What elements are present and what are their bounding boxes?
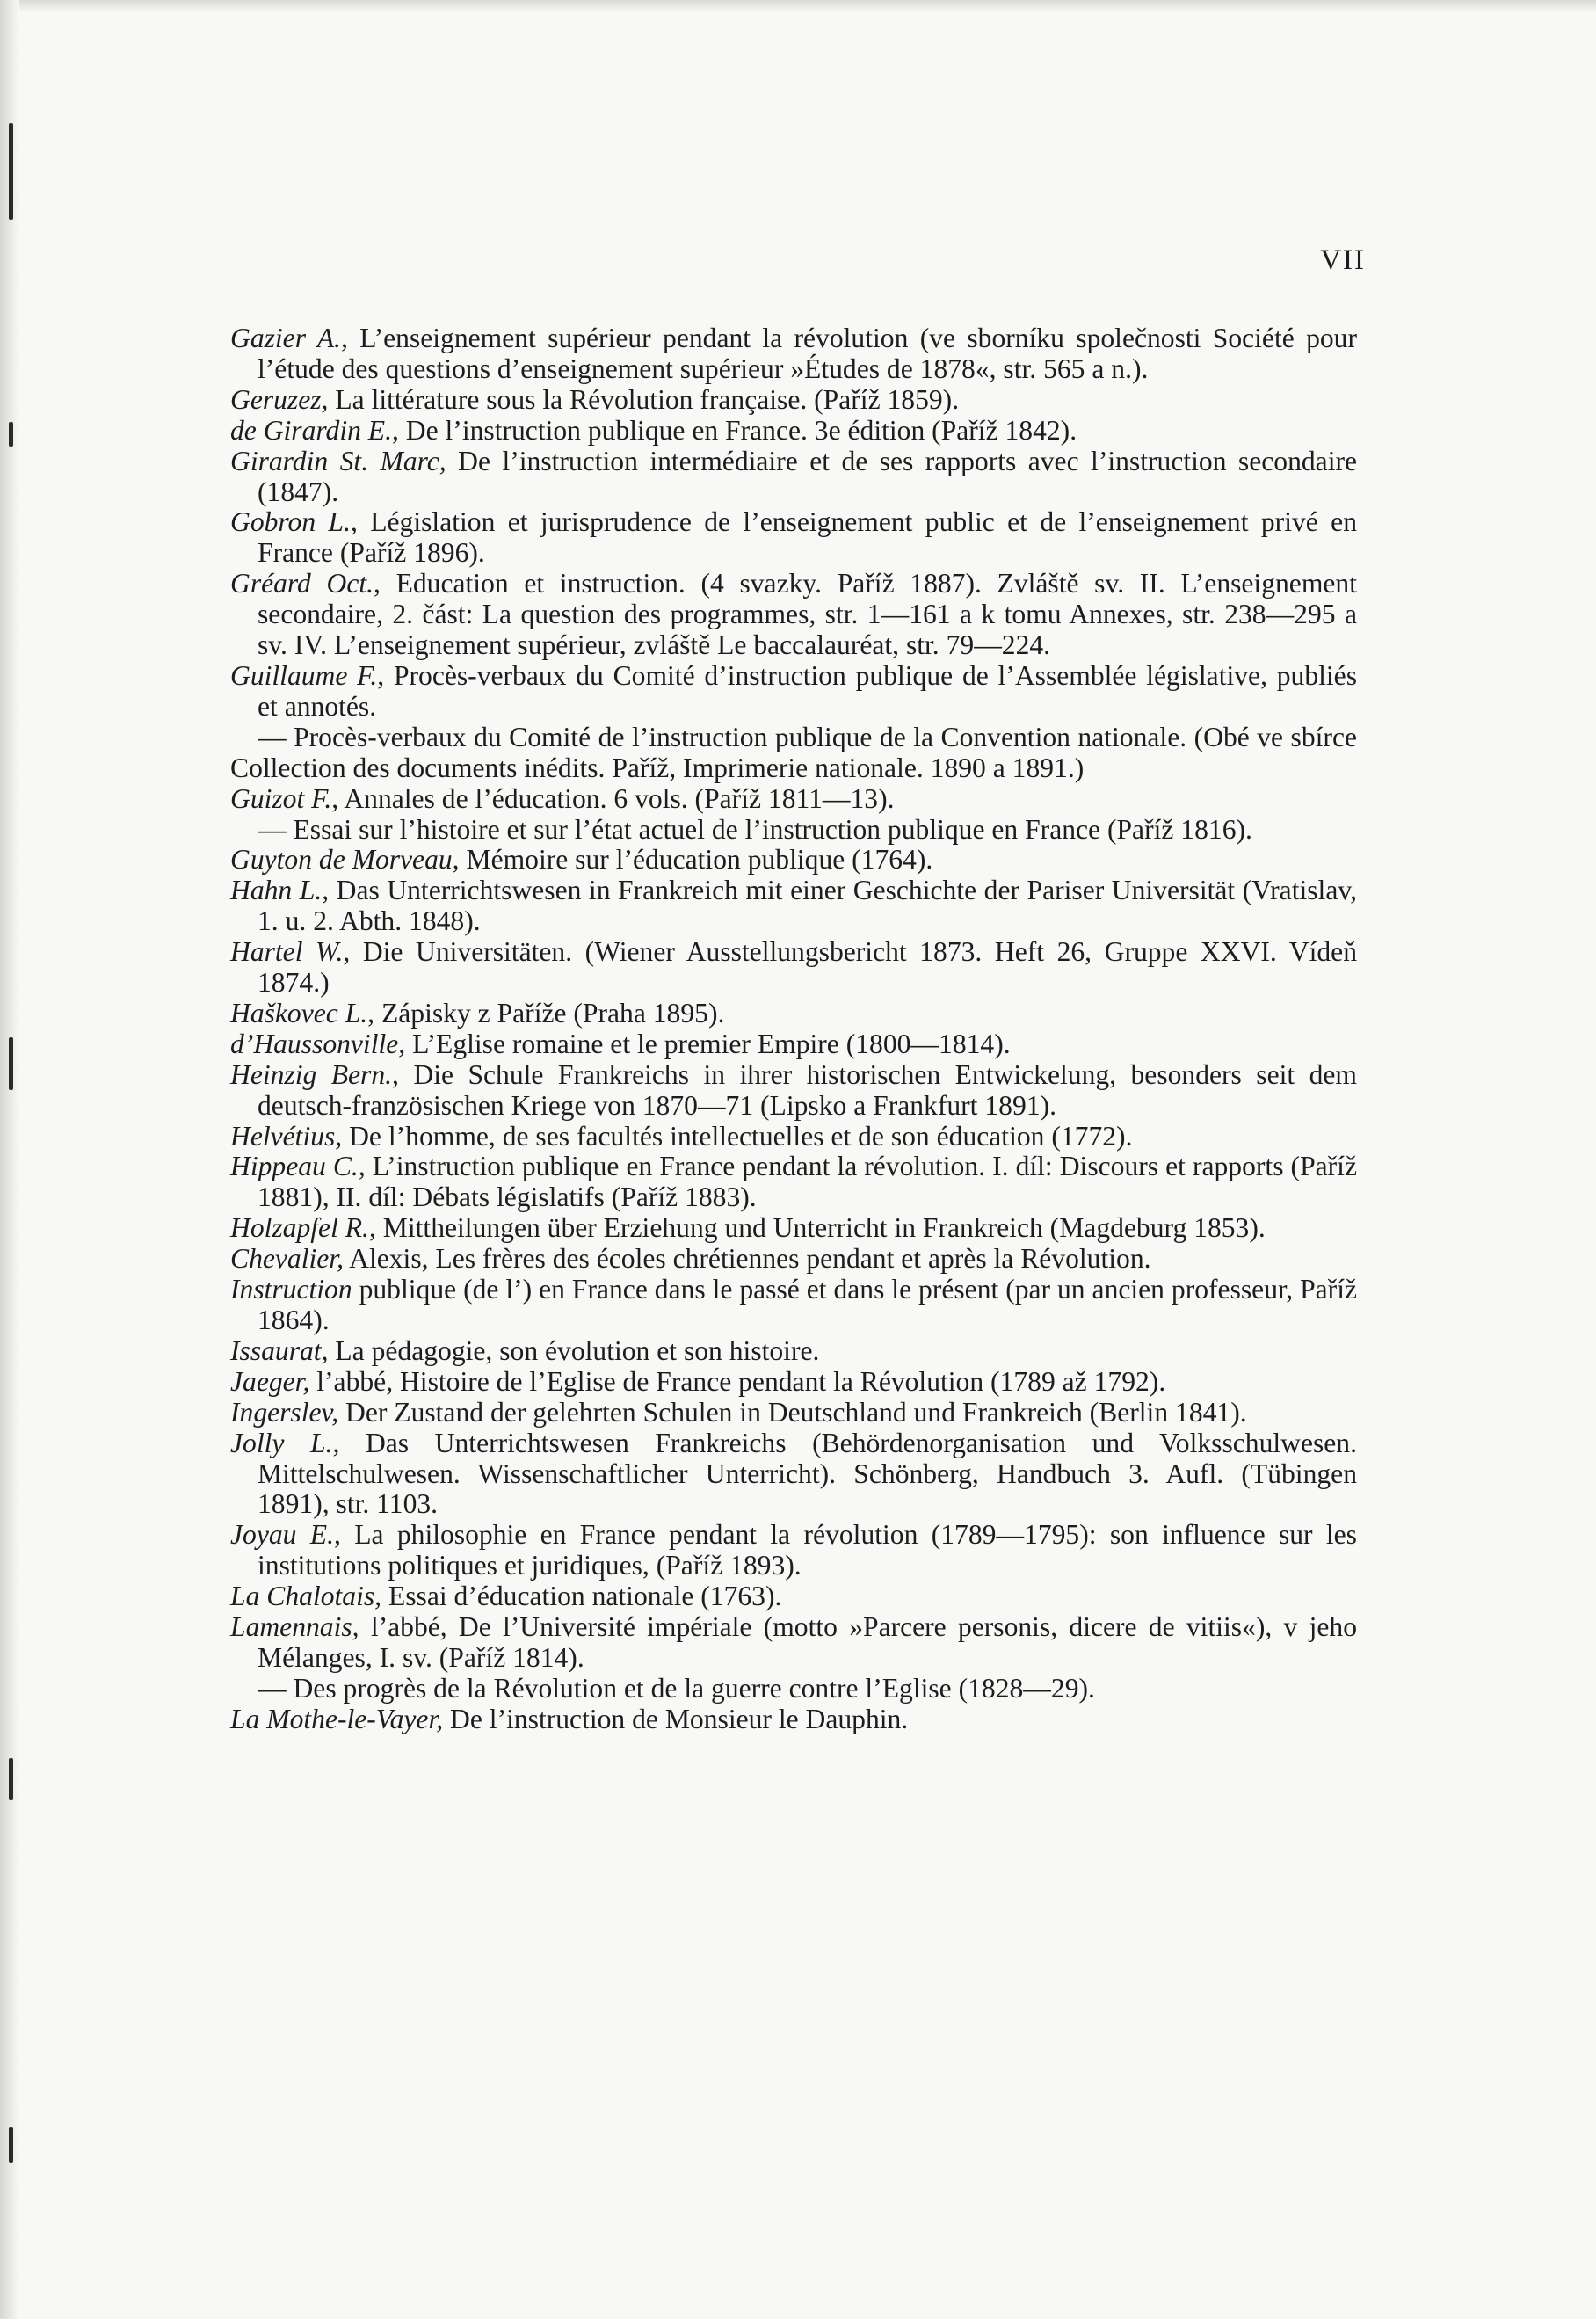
binding-mark <box>9 123 13 220</box>
entry-text: De l’homme, de ses facultés intellectuelles et de son éducation (1772). <box>342 1120 1133 1152</box>
bibliography-entry <box>230 1122 1357 1152</box>
entry-author: de Girardin E. <box>230 414 392 446</box>
entry-text: Essai d’éducation nationale (1763). <box>381 1581 782 1612</box>
entry-author: Chevalier, <box>230 1243 344 1275</box>
entry-author: Holzapfel R. <box>230 1212 369 1244</box>
bibliography-entry <box>230 1336 1357 1367</box>
entry-text: — Des progrès de la Révolution et de la guerre contre l’Eglise (1828—29). <box>258 1672 1095 1704</box>
entry-author: Geruzez, <box>230 383 329 415</box>
bibliography-entry-continuation <box>230 815 1357 846</box>
entry-author: Issaurat, <box>230 1334 329 1366</box>
entry-text: , Annales de l’éducation. 6 vols. (Paříž 1811—13). <box>331 782 895 814</box>
entry-author: Guillaume F. <box>230 659 378 691</box>
entry-text: — Procès-verbaux du Comité de l’instruction publique de la Convention nationale. (Obé ve sbírce Collection des documents inédits. Paříž, Imprimerie nationale. 1890 a 1891.) <box>230 721 1357 783</box>
entry-author: Helvétius, <box>230 1120 343 1152</box>
entry-text: De l’instruction intermédiaire et de ses rapports avec l’instruction secondaire (1847). <box>258 445 1358 507</box>
bibliography-entry <box>230 999 1357 1029</box>
entry-author: Hartel W. <box>230 936 344 968</box>
bibliography-entry <box>230 569 1357 661</box>
bibliography-entry <box>230 937 1357 999</box>
entry-author: La Mothe-le-Vayer, <box>230 1703 444 1734</box>
entry-author: Ingerslev, <box>230 1396 339 1428</box>
entry-text: l’abbé, De l’Université impériale (motto »Parcere personis, dicere de vitiis«), v jeho Mélanges, I. sv. (Paříž 1814). <box>258 1611 1357 1673</box>
entry-author: Guyton de Morveau, <box>230 844 460 876</box>
bibliography-entry <box>230 507 1357 569</box>
bibliography-entry <box>230 1398 1357 1428</box>
entry-author: Hahn L. <box>230 875 323 906</box>
binding-mark <box>9 2127 13 2163</box>
entry-author: La Chalotais, <box>230 1581 382 1612</box>
entry-author: Jolly L. <box>230 1427 333 1458</box>
entry-author: Girardin St. Marc, <box>230 445 446 476</box>
binding-mark <box>9 1758 13 1800</box>
bibliography-entry <box>230 447 1357 508</box>
entry-text: , L’instruction publique en France pendant la révolution. I. díl: Discours et rapports (Paříž 1881), II. díl: Débats législatifs (Paříž 1883). <box>258 1151 1357 1213</box>
page-number: VII <box>1320 244 1366 276</box>
bibliography-entry <box>230 661 1357 723</box>
bibliography-entry <box>230 876 1357 937</box>
entry-author: Instruction <box>230 1274 352 1305</box>
entry-text: , Zápisky z Paříže (Praha 1895). <box>367 997 725 1029</box>
entry-text: , De l’instruction publique en France. 3e édition (Paříž 1842). <box>392 414 1077 446</box>
bibliography-entry <box>230 1705 1357 1735</box>
entry-text: Alexis, Les frères des écoles chrétiennes pendant et après la Révolution. <box>343 1243 1151 1275</box>
entry-author: Guizot F. <box>230 782 332 814</box>
entry-author: Hippeau C. <box>230 1151 359 1182</box>
bibliography-entry <box>230 416 1357 447</box>
entry-text: Der Zustand der gelehrten Schulen in Deutschland und Frankreich (Berlin 1841). <box>338 1396 1247 1428</box>
entry-text: , Das Unterrichtswesen Frankreichs (Behördenorganisation und Volksschulwesen. Mittelschulwesen. Wissenschaftlicher Unterricht). Schönberg, Handbuch 3. Aufl. (Tübingen 1891), str. 1103. <box>258 1427 1357 1520</box>
bibliography-entry <box>230 1581 1357 1612</box>
entry-author: d’Haussonville, <box>230 1028 406 1059</box>
entry-text: publique (de l’) en France dans le passé et dans le présent (par un ancien professeur, Paříž 1864). <box>258 1274 1357 1335</box>
bibliography-entry <box>230 385 1357 416</box>
bibliography-entry <box>230 784 1357 815</box>
entry-text: De l’instruction de Monsieur le Dauphin. <box>443 1703 909 1734</box>
bibliography-entry <box>230 1152 1357 1213</box>
bibliography-entry-continuation <box>230 1674 1357 1705</box>
entry-author: Lamennais, <box>230 1611 359 1643</box>
bibliography-entry <box>230 1060 1357 1122</box>
bibliography-entry <box>230 1612 1357 1674</box>
entry-text: Mémoire sur l’éducation publique (1764). <box>459 844 933 876</box>
entry-author: Gazier A. <box>230 323 341 353</box>
entry-author: Heinzig Bern. <box>230 1058 393 1090</box>
bibliography-entry <box>230 1520 1357 1581</box>
entry-text: , Education et instruction. (4 svazky. Paříž 1887). Zvláště sv. II. L’enseignement secondaire, 2. část: La question des programmes, str. 1—161 a k tomu Annexes, str. 238—295 a sv. IV. L’enseignement supérieur, zvláště Le baccalauréat, str. 79—224. <box>258 568 1357 661</box>
entry-text: , La philosophie en France pendant la révolution (1789—1795): son influence sur les institutions politiques et juridiques, (Paříž 1893). <box>258 1519 1357 1581</box>
page-top-edge <box>0 0 1596 12</box>
binding-mark <box>9 422 13 447</box>
entry-text: , Législation et jurisprudence de l’enseignement public et de l’enseignement privé en France (Paříž 1896). <box>258 506 1357 569</box>
entry-text: , Procès-verbaux du Comité d’instruction publique de l’Assemblée législative, publiés et annotés. <box>258 659 1358 722</box>
entry-text: La pédagogie, son évolution et son histoire. <box>328 1334 820 1366</box>
entry-author: Gobron L. <box>230 506 351 538</box>
bibliography-list <box>230 323 1357 1735</box>
bibliography-entry <box>230 323 1357 385</box>
bibliography-entry <box>230 845 1357 876</box>
entry-author: Jaeger, <box>230 1365 310 1397</box>
bibliography-entry <box>230 1275 1357 1336</box>
entry-author: Joyau E. <box>230 1519 334 1551</box>
entry-text: l’abbé, Histoire de l’Eglise de France pendant la Révolution (1789 až 1792). <box>309 1365 1166 1397</box>
entry-text: , Mittheilungen über Erziehung und Unterricht in Frankreich (Magdeburg 1853). <box>368 1212 1266 1244</box>
entry-text: , L’enseignement supérieur pendant la révolution (ve sborníku společnosti Société pour l’étude des questions d’enseignement supérieur »Études de 1878«, str. 565 a n.). <box>258 323 1357 384</box>
entry-text: , Die Universitäten. (Wiener Ausstellungsbericht 1873. Heft 26, Gruppe XXVI. Vídeň 1874.) <box>258 936 1358 999</box>
bibliography-entry-continuation <box>230 723 1357 784</box>
entry-text: La littérature sous la Révolution française. (Paříž 1859). <box>328 383 960 415</box>
bibliography-entry <box>230 1029 1357 1060</box>
entry-text: L’Eglise romaine et le premier Empire (1800—1814). <box>405 1028 1011 1059</box>
entry-author: Gréard Oct. <box>230 568 374 600</box>
bibliography-entry <box>230 1244 1357 1275</box>
bibliography-entry <box>230 1367 1357 1398</box>
entry-text: , Das Unterrichtswesen in Frankreich mit einer Geschichte der Pariser Universität (Vratislav, 1. u. 2. Abth. 1848). <box>258 875 1357 937</box>
binding-mark <box>9 1037 13 1090</box>
entry-author: Haškovec L. <box>230 997 368 1029</box>
entry-text: , Die Schule Frankreichs in ihrer historischen Entwickelung, besonders seit dem deutsch-französischen Kriege von 1870—71 (Lipsko a Frankfurt 1891). <box>258 1058 1357 1121</box>
bibliography-entry <box>230 1213 1357 1244</box>
entry-text: — Essai sur l’histoire et sur l’état actuel de l’instruction publique en France (Paříž 1816). <box>258 813 1252 845</box>
binding-shadow <box>0 0 19 2319</box>
bibliography-entry <box>230 1428 1357 1521</box>
